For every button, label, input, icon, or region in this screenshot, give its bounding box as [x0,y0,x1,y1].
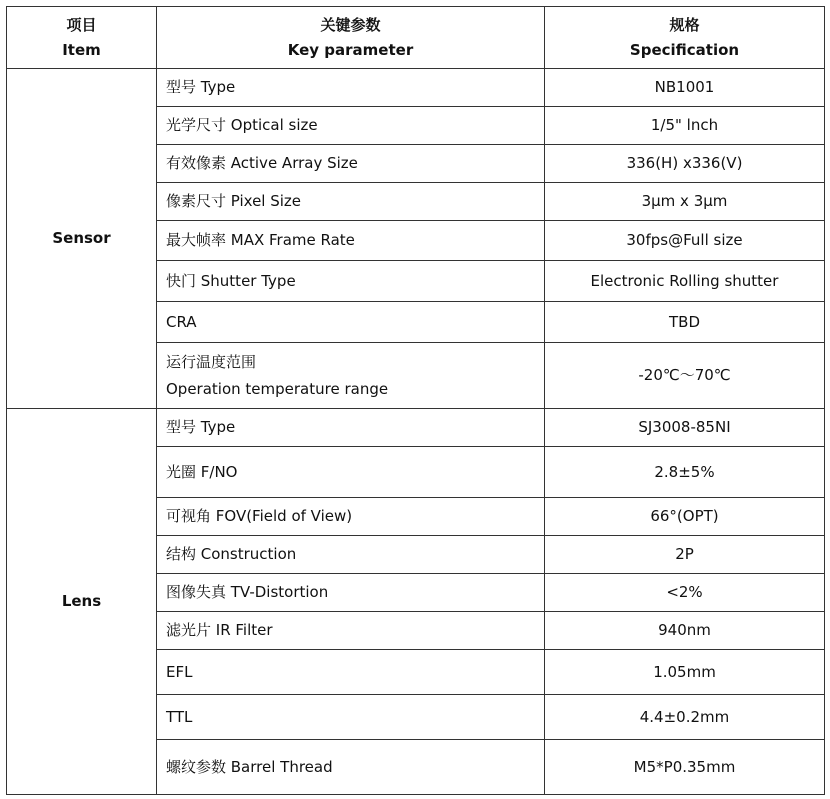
header-item [7,7,157,69]
spec-cell: 4.4±0.2mm [545,695,825,740]
param-cell: 快门 Shutter Type [157,261,545,302]
spec-cell: 30fps@Full size [545,221,825,261]
spec-cell: 1.05mm [545,650,825,695]
header-item-zh: 项目 [66,15,97,34]
param-cell: 型号 Type [157,409,545,447]
spec-cell: NB1001 [545,69,825,107]
header-param-en: Key parameter [287,40,414,59]
param-line-zh: 运行温度范围 [166,352,257,371]
table-row [7,69,825,107]
param-cell: 光圈 F/NO [157,447,545,498]
param-cell: 有效像素 Active Array Size [157,145,545,183]
param-cell [157,343,545,409]
spec-cell: <2% [545,574,825,612]
spec-cell: Electronic Rolling shutter [545,261,825,302]
spec-cell: -20℃～70℃ [545,343,825,409]
param-cell: 滤光片 IR Filter [157,612,545,650]
param-cell: 最大帧率 MAX Frame Rate [157,221,545,261]
param-cell: 螺纹参数 Barrel Thread [157,740,545,795]
spec-cell: 940nm [545,612,825,650]
spec-cell: 1/5" lnch [545,107,825,145]
param-line-en: Operation temperature range [166,379,389,398]
spec-cell: 3μm x 3μm [545,183,825,221]
spec-cell: M5*P0.35mm [545,740,825,795]
spec-cell: TBD [545,302,825,343]
spec-table [6,6,825,795]
spec-cell: 336(H) x336(V) [545,145,825,183]
spec-cell: 2.8±5% [545,447,825,498]
param-cell: EFL [157,650,545,695]
param-cell: 结构 Construction [157,536,545,574]
param-cell: CRA [157,302,545,343]
spec-cell: 2P [545,536,825,574]
header-spec [545,7,825,69]
header-item-en: Item [62,40,101,59]
header-spec-zh: 规格 [669,15,700,34]
param-cell: 光学尺寸 Optical size [157,107,545,145]
param-cell: 像素尺寸 Pixel Size [157,183,545,221]
group-label-sensor: Sensor [7,69,157,409]
param-cell: 可视角 FOV(Field of View) [157,498,545,536]
param-cell: TTL [157,695,545,740]
spec-cell: 66°(OPT) [545,498,825,536]
header-spec-en: Specification [629,40,740,59]
table-row [7,409,825,447]
header-row [7,7,825,69]
header-param-zh: 关键参数 [320,15,381,34]
header-param [157,7,545,69]
group-label-lens: Lens [7,409,157,795]
param-cell: 图像失真 TV-Distortion [157,574,545,612]
spec-cell: SJ3008-85NI [545,409,825,447]
param-cell: 型号 Type [157,69,545,107]
